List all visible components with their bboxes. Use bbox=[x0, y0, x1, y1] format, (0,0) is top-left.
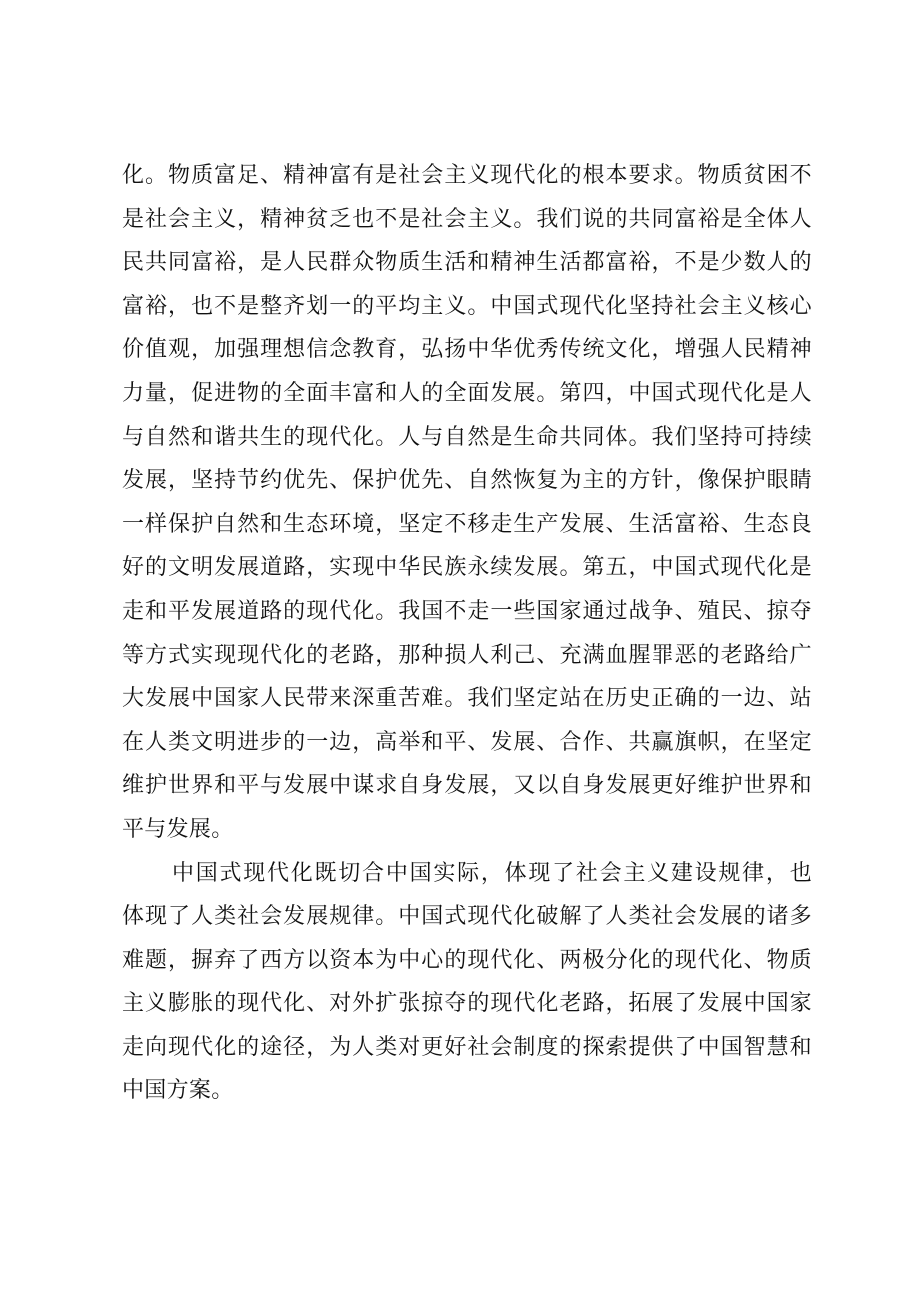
text-line: 走和平发展道路的现代化。我国不走一些国家通过战争、殖民、掠夺 bbox=[122, 598, 812, 624]
text-line: 维护世界和平与发展中谋求自身发展，又以自身发展更好维护世界和 bbox=[122, 773, 812, 799]
text-line: 体现了人类社会发展规律。中国式现代化破解了人类社会发展的诸多 bbox=[122, 904, 812, 930]
document-body bbox=[122, 154, 812, 1113]
text-line: 价值观，加强理想信念教育，弘扬中华优秀传统文化，增强人民精神 bbox=[122, 337, 812, 363]
text-line: 大发展中国家人民带来深重苦难。我们坚定站在历史正确的一边、站 bbox=[122, 686, 812, 712]
text-line: 主义膨胀的现代化、对外扩张掠夺的现代化老路，拓展了发展中国家 bbox=[122, 991, 812, 1017]
paragraph-1 bbox=[122, 154, 812, 852]
text-line: 是社会主义，精神贫乏也不是社会主义。我们说的共同富裕是全体人 bbox=[122, 206, 812, 232]
text-line: 与自然和谐共生的现代化。人与自然是生命共同体。我们坚持可持续 bbox=[122, 424, 812, 450]
text-line: 中国方案。 bbox=[122, 1078, 234, 1104]
text-line: 难题，摒弃了西方以资本为中心的现代化、两极分化的现代化、物质 bbox=[122, 947, 812, 973]
text-line: 一样保护自然和生态环境，坚定不移走生产发展、生活富裕、生态良 bbox=[122, 511, 812, 537]
paragraph-2 bbox=[122, 852, 812, 1114]
text-line: 等方式实现现代化的老路，那种损人利己、充满血腥罪恶的老路给广 bbox=[122, 642, 812, 668]
text-line: 平与发展。 bbox=[122, 816, 234, 842]
text-line: 富裕，也不是整齐划一的平均主义。中国式现代化坚持社会主义核心 bbox=[122, 293, 812, 319]
text-line: 好的文明发展道路，实现中华民族永续发展。第五，中国式现代化是 bbox=[122, 555, 812, 581]
text-line: 走向现代化的途径，为人类对更好社会制度的探索提供了中国智慧和 bbox=[122, 1034, 812, 1060]
text-line: 在人类文明进步的一边，高举和平、发展、合作、共赢旗帜，在坚定 bbox=[122, 729, 812, 755]
text-line: 民共同富裕，是人民群众物质生活和精神生活都富裕，不是少数人的 bbox=[122, 250, 812, 276]
text-line: 中国式现代化既切合中国实际，体现了社会主义建设规律，也 bbox=[172, 860, 812, 886]
text-line: 发展，坚持节约优先、保护优先、自然恢复为主的方针，像保护眼睛 bbox=[122, 468, 812, 494]
text-line: 力量，促进物的全面丰富和人的全面发展。第四，中国式现代化是人 bbox=[122, 380, 812, 406]
text-line: 化。物质富足、精神富有是社会主义现代化的根本要求。物质贫困不 bbox=[122, 163, 812, 188]
